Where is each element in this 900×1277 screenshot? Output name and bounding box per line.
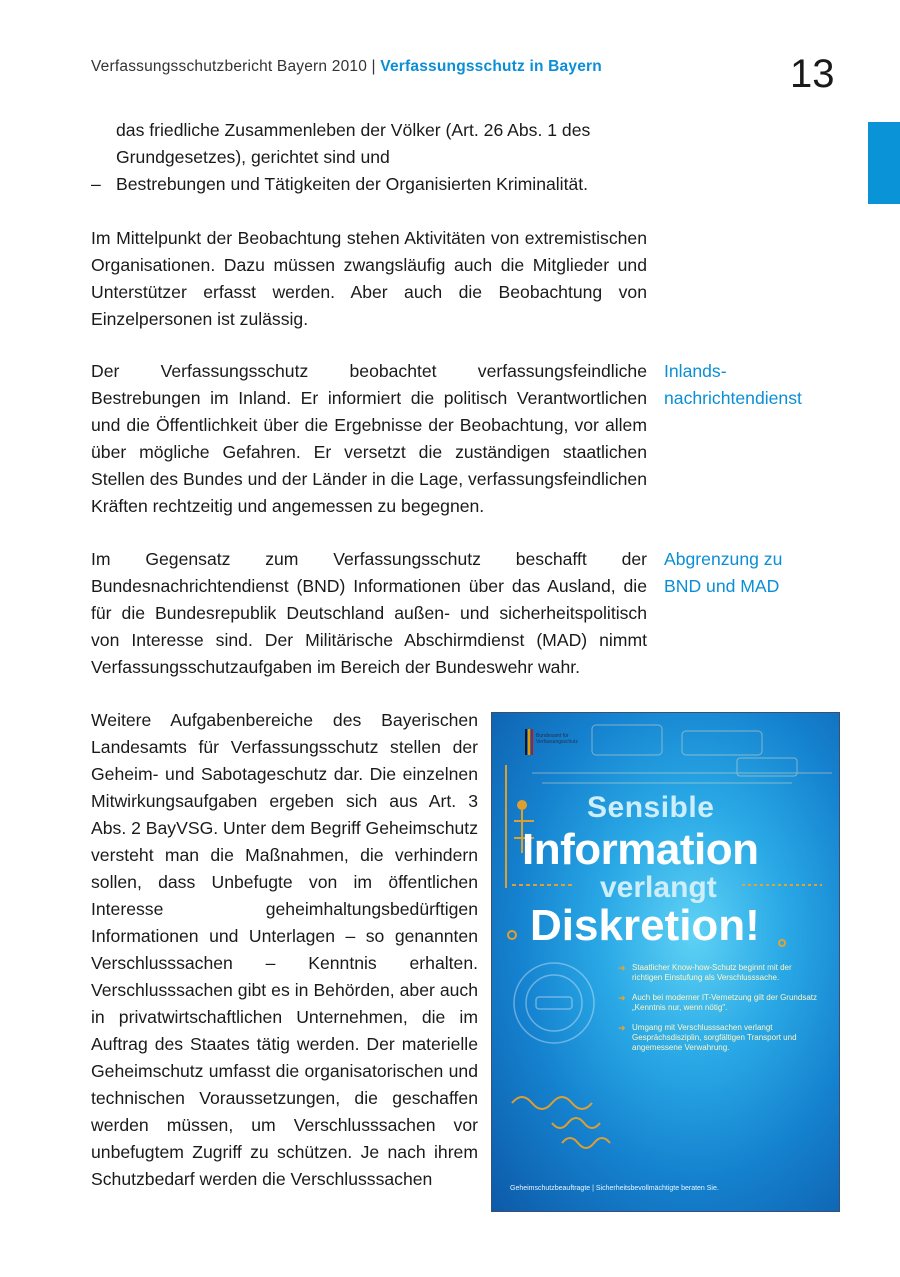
margin-note-inland-line1: Inlands- — [664, 361, 727, 381]
chapter-tab-marker — [868, 122, 900, 204]
poster-headline-sensible: Sensible — [587, 791, 715, 824]
margin-note-inland-line2: nachrichtendienst — [664, 388, 802, 408]
arrow-icon: ➜ — [618, 1023, 626, 1033]
paragraph-secret-protection: Weitere Aufgabenbereiche des Bayerischen Landesamts für Verfassungsschutz stellen der Geheim- und Sabotageschutz dar. Die einzelnen Mitwirkungsaufgaben ergeben sich aus Art. 3 Abs. 2 BayVSG. Unter dem Begriff Geheimschutz versteht man die Maßnahmen, die verhindern sollen, dass Unbefugte von im öffentlichen Interesse geheimhaltungsbedürftigen Informationen und Unterlagen – so genannten Verschlusssachen – Kenntnis erhalten. Verschlusssachen gibt es in Behörden, aber auch in privatwirtschaftlichen Unternehmen, die im Auftrag des Staates tätig werden. Der materielle Geheimschutz umfasst die organisatorischen und technischen Voraussetzungen, die geschaffen werden müssen, um Verschlusssachen vor unbefugtem Zugriff zu schützen. Je nach ihrem Schutzbedarf werden die Verschlusssachen — [91, 710, 478, 1189]
flag-stripe-gold — [528, 729, 530, 755]
poster-bullet-text: Umgang mit Verschlusssachen verlangt Gesprächsdisziplin, sorgfältigen Transport und angemessene Verwahrung. — [632, 1023, 797, 1052]
poster-bullet — [618, 993, 823, 1013]
poster-bullet-text: Staatlicher Know-how-Schutz beginnt mit der richtigen Einstufung als Verschlusssache. — [632, 963, 792, 982]
paragraph-observation-focus: Im Mittelpunkt der Beobachtung stehen Aktivitäten von extremistischen Organisationen. Dazu müssen zwangsläufig auch die Mitglieder und Unterstützer erfasst werden. Aber auch die Beobachtung von Einzelpersonen ist zulässig. — [91, 228, 647, 329]
paragraph-bnd-mad: Im Gegensatz zum Verfassungsschutz beschafft der Bundesnachrichtendienst (BND) Informationen über das Ausland, die für die Bundesrepublik Deutschland außen- und sicherheitspolitisch von Interesse sind. Der Militärische Abschirmdienst (MAD) nimmt Verfassungsschutzaufgaben im Bereich der Bundeswehr wahr. — [91, 549, 647, 677]
poster-headline-information: Information — [522, 825, 759, 874]
list-item-continuation-1: das friedliche Zusammenleben der Völker (Art. 26 Abs. 1 des — [116, 120, 591, 140]
poster-footer: Geheimschutzbeauftragte | Sicherheitsbevollmächtigte beraten Sie. — [510, 1185, 719, 1192]
poster-image — [491, 712, 840, 1212]
poster-bullet-text: Auch bei moderner IT-Vernetzung gilt der Grundsatz „Kenntnis nur, wenn nötig". — [632, 993, 817, 1012]
poster-headline-diskretion: Diskretion! — [530, 901, 760, 950]
report-title: Verfassungsschutzbericht Bayern 2010 — [91, 58, 368, 75]
margin-note-abgrenzung-line2: BND und MAD — [664, 576, 780, 596]
poster-bullet — [618, 1023, 823, 1053]
margin-note-abgrenzung — [664, 546, 782, 600]
poster-bullet — [618, 963, 823, 983]
flag-stripe-red — [531, 729, 533, 755]
poster-headline-verlangt: verlangt — [600, 871, 717, 904]
poster-bullet-list — [618, 963, 823, 1063]
header-separator: | — [371, 58, 376, 75]
margin-note-abgrenzung-line1: Abgrenzung zu — [664, 549, 783, 569]
list-item-continuation-2: Grundgesetzes), gerichtet sind und — [116, 147, 390, 167]
arrow-icon: ➜ — [618, 993, 626, 1003]
flag-stripe-black — [525, 729, 527, 755]
section-title: Verfassungsschutz in Bayern — [380, 58, 602, 75]
page-number: 13 — [790, 52, 835, 96]
paragraph-domestic-intelligence: Der Verfassungsschutz beobachtet verfassungsfeindliche Bestrebungen im Inland. Er informiert die politisch Verantwortlichen und die Öffentlichkeit über die Ergebnisse der Beobachtung, vor allem über mögliche Gefahren. Er versetzt die zuständigen staatlichen Stellen des Bundes und der Länder in die Lage, verfassungsfeindlichen Kräften rechtzeitig und angemessen zu begegnen. — [91, 361, 647, 516]
arrow-icon: ➜ — [618, 963, 626, 973]
poster-circuit-graphic — [492, 713, 839, 1211]
running-header — [91, 58, 602, 76]
list-item-organized-crime: Bestrebungen und Tätigkeiten der Organisierten Kriminalität. — [116, 174, 589, 194]
margin-note-inland — [664, 358, 802, 412]
list-dash: – — [91, 174, 101, 194]
poster-logo-text: Bundesamt für Verfassungsschutz — [536, 733, 578, 745]
